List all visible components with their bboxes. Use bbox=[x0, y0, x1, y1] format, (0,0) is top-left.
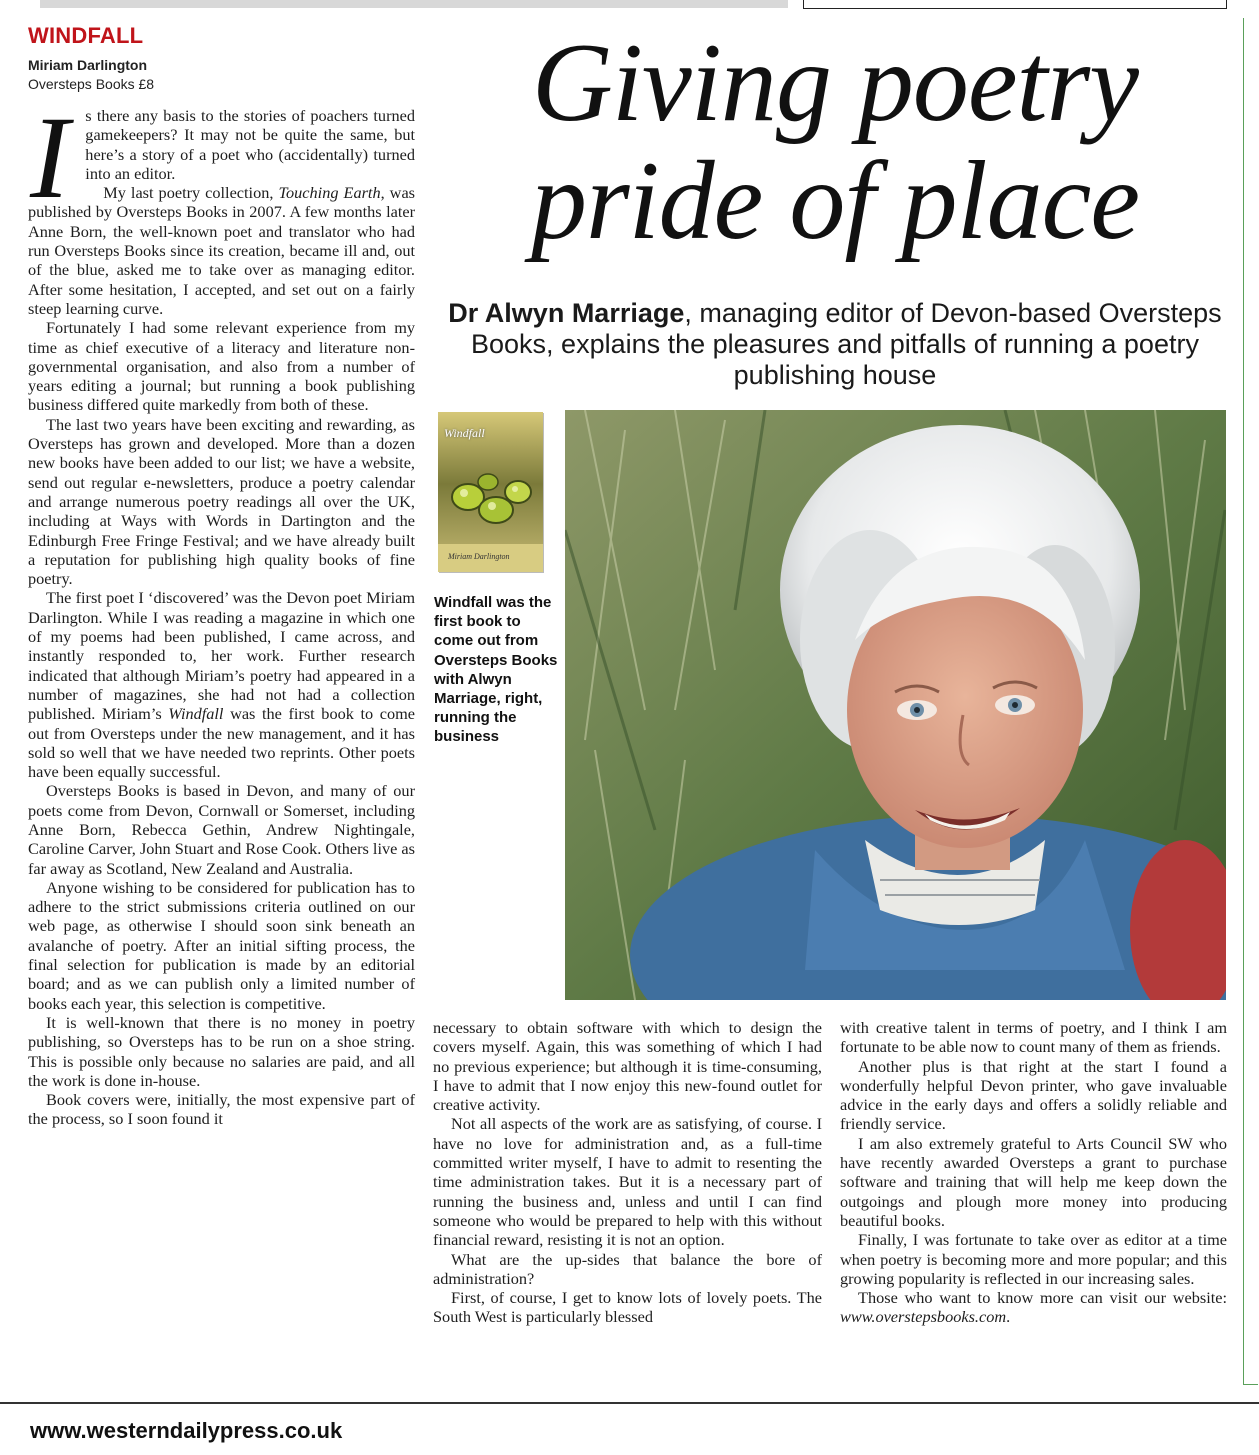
footer-rule bbox=[0, 1402, 1259, 1404]
photo-caption: Windfall was the first book to come out from Oversteps Books with Alwyn Marriage, right, running the business bbox=[434, 594, 558, 746]
review-author: Miriam Darlington bbox=[28, 57, 148, 73]
review-label: WINDFALL bbox=[28, 23, 144, 48]
cover-author: Miriam Darlington bbox=[448, 552, 510, 561]
paragraph: What are the up-sides that balance the bore of administration? bbox=[433, 1249, 822, 1288]
paragraph: The last two years have been exciting and rewarding, as Oversteps has grown and developed. More than a dozen new books have been added to our list; we have a website, send out regular e-newsletters, produce a poetry calendar and arrange numerous poetry readings all over the UK, including at Ways with Words in Dartington and the Edinburgh Free Fringe Festival; and we have already built a reputation for publishing high quality books of fine poetry. bbox=[28, 414, 415, 589]
paragraph: Oversteps Books is based in Devon, and many of our poets come from Devon, Cornwall or Somerset, including Anne Born, Rebecca Gethin, Andrew Nightingale, Caroline Carver, John Stuart and Rose Cook. Others live as far away as Scotland, New Zealand and Australia. bbox=[28, 781, 415, 878]
website-link[interactable]: www.overstepsbooks.com bbox=[840, 1307, 1007, 1327]
paragraph: My last poetry collection, Touching Earth, was published by Oversteps Books in 2007. A few months later Anne Born, the well-known poet and translator who had run Oversteps Books since its creation, became ill and, out of the blue, asked me to take over as managing editor. After some hesitation, I accepted, and set out on a fairly steep learning curve. bbox=[28, 183, 416, 318]
standfirst-text: , managing editor of Devon-based Oversteps Books, explains the pleasures and pitfalls of running a poetry publishing house bbox=[471, 298, 1222, 390]
article-column-1 bbox=[28, 92, 416, 1129]
headline-line-2: pride of place bbox=[530, 139, 1140, 263]
footer-website[interactable]: www.westerndailypress.co.uk bbox=[30, 1418, 343, 1443]
top-box bbox=[803, 0, 1227, 9]
paragraph: Anyone wishing to be considered for publication has to adhere to the strict submissions criteria outlined on our web page, as otherwise I should soon sink beneath an avalanche of poetry. After an initial sifting process, the final selection for publication is made by an editorial board; and as we can publish only a limited number of books each year, this selection is competitive. bbox=[28, 877, 415, 1013]
paragraph: Fortunately I had some relevant experience from my time as chief executive of a literacy and literature non-governmental organisation, and also from a number of years editing a journal; but running a book publishing business differed quite markedly from both of these. bbox=[28, 318, 415, 415]
paragraph-continued: with creative talent in terms of poetry, and I think I am fortunate to be able now to count many of them as friends. bbox=[840, 1018, 1227, 1057]
book-title: Touching Earth bbox=[278, 183, 381, 203]
article-column-3 bbox=[840, 1018, 1227, 1327]
portrait-photo bbox=[565, 410, 1226, 1000]
cover-title: Windfall bbox=[444, 426, 485, 440]
top-rule bbox=[40, 0, 788, 8]
review-publisher-price: Oversteps Books £8 bbox=[28, 76, 155, 92]
standfirst-name: Dr Alwyn Marriage bbox=[448, 298, 685, 328]
book-cover-image bbox=[438, 412, 543, 572]
paragraph: It is well-known that there is no money in poetry publishing, so Oversteps has to be run on a shoe string. This is possible only because no salaries are paid, and all the work is done in-house. bbox=[28, 1012, 415, 1090]
paragraph: Another plus is that right at the start I found a wonderfully helpful Devon printer, who gave invaluable advice in the early days and offers a solidly reliable and friendly service. bbox=[840, 1056, 1227, 1134]
paragraph-continued: necessary to obtain software with which to design the covers myself. Again, this was something of which I had no previous experience; but although it is time-consuming, I have to admit that I now enjoy this new-found outlet for creative activity. bbox=[433, 1018, 822, 1115]
headline-line-1: Giving poetry bbox=[532, 21, 1138, 145]
drop-cap: I bbox=[30, 92, 70, 223]
standfirst bbox=[440, 298, 1230, 391]
headline bbox=[440, 21, 1230, 263]
portrait-illustration bbox=[565, 410, 1226, 1000]
book-title: Windfall bbox=[168, 704, 224, 724]
right-edge-rule bbox=[1243, 18, 1258, 1385]
paragraph: I am also extremely grateful to Arts Council SW who have recently awarded Oversteps a grant to purchase software and training that will help me keep down the outgoings and plough more money into producing beautiful books. bbox=[840, 1133, 1227, 1230]
lead-paragraph: Is there any basis to the stories of poachers turned gamekeepers? It may not be quite the same, but here’s a story of a poet who (accidentally) turned into an editor. bbox=[30, 92, 415, 223]
paragraph: The first poet I ‘discovered’ was the Devon poet Miriam Darlington. While I was reading a magazine in which one of my poems had been published, I came across, and instantly responded to, her work. Further research indicated that although Miriam’s poetry had appeared in a number of magazines, she had not had a collection published. Miriam’s Windfall was the first book to come out from Oversteps under the new management, and it has sold so well that we have needed two reprints. Other poets have been equally successful. bbox=[28, 588, 415, 782]
article-column-2 bbox=[433, 1018, 822, 1327]
paragraph: First, of course, I get to know lots of lovely poets. The South West is particularly blessed bbox=[433, 1288, 822, 1327]
paragraph: Book covers were, initially, the most expensive part of the process, so I soon found it bbox=[28, 1090, 415, 1129]
paragraph: Those who want to know more can visit our website: www.overstepsbooks.com. bbox=[840, 1288, 1227, 1327]
paragraph: Not all aspects of the work are as satisfying, of course. I have no love for administration and, as a full-time committed writer myself, I have to admit to resenting the time administration takes. But it is a necessary part of running the business and, unless and until I can find someone who would be prepared to help with this without financial reward, resisting it is not an option. bbox=[433, 1114, 822, 1250]
paragraph: Finally, I was fortunate to take over as editor at a time when poetry is becoming more and more popular; and this growing popularity is reflected in our increasing sales. bbox=[840, 1230, 1227, 1288]
